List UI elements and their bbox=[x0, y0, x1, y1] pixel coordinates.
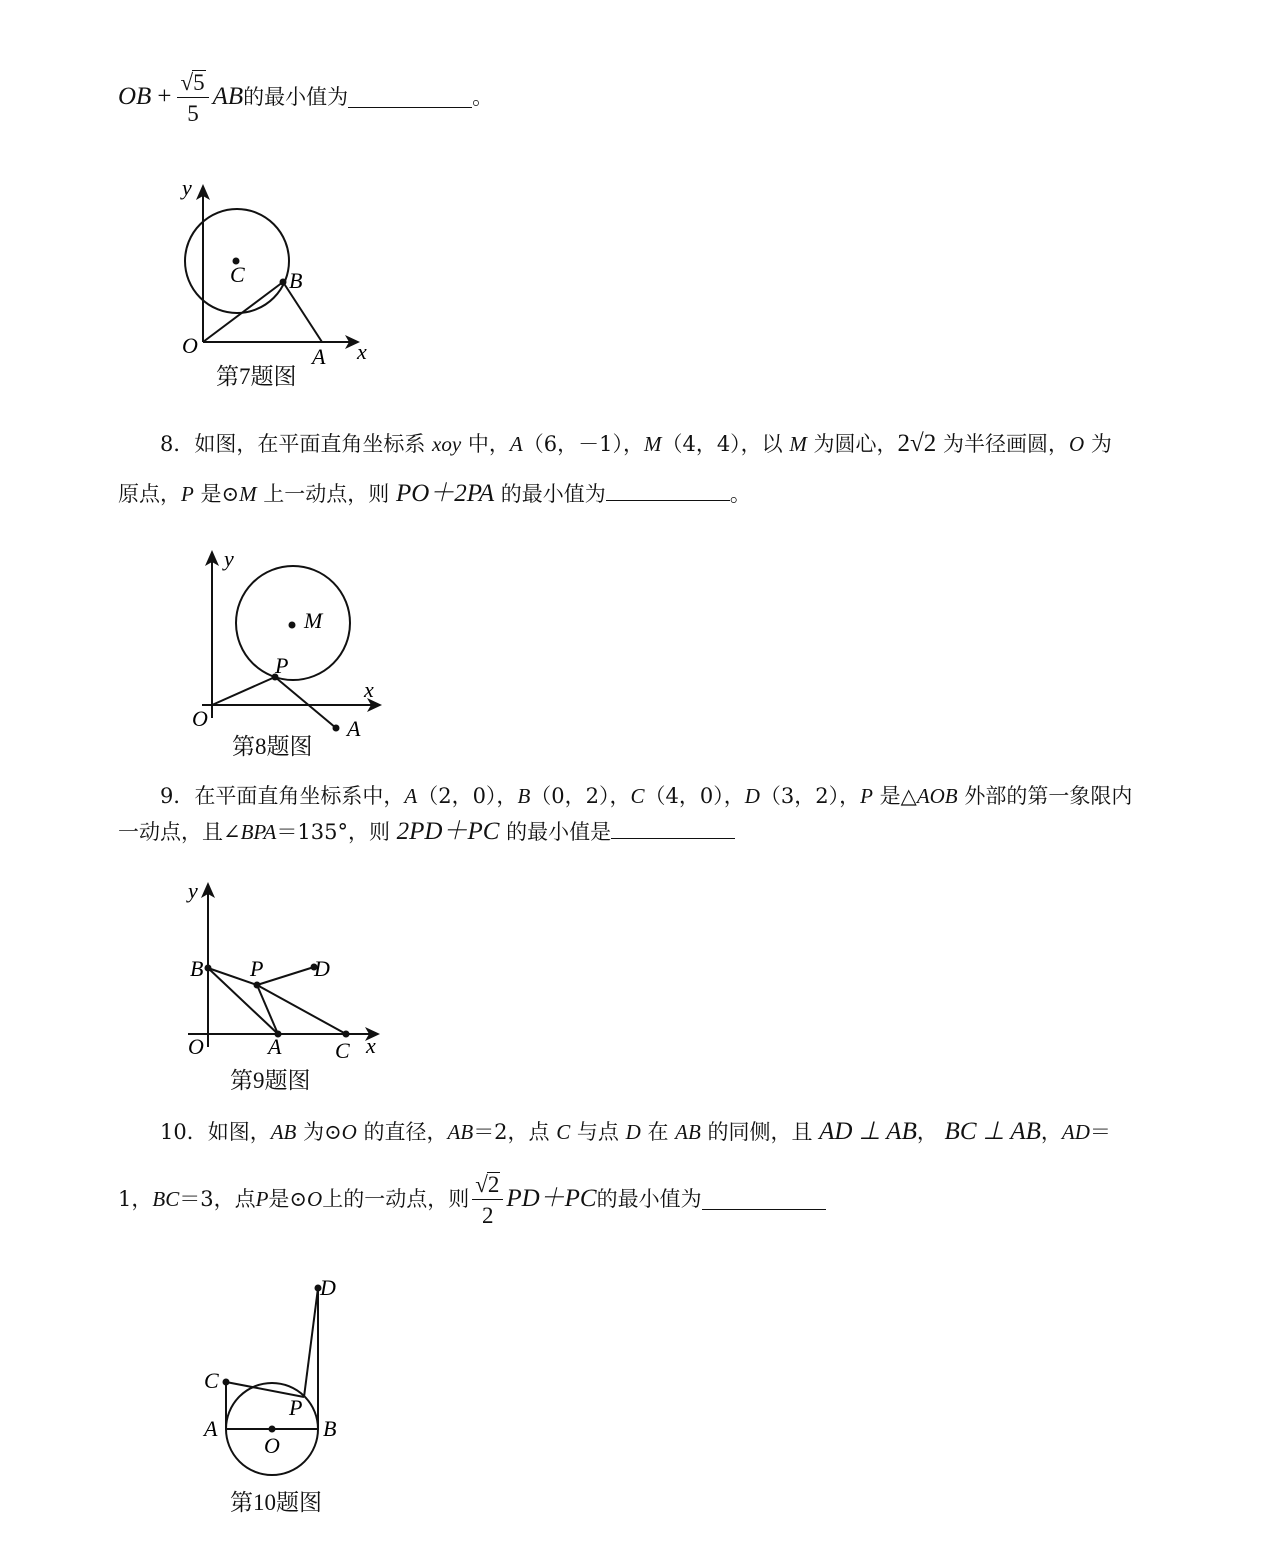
q8-caption: 第8题图 bbox=[232, 734, 313, 759]
q10-frac-num: 2 bbox=[487, 1171, 500, 1197]
q10-text: ＝2，点 bbox=[473, 1120, 557, 1144]
q10-label-b: B bbox=[323, 1416, 337, 1441]
q8-text: 为圆心， bbox=[806, 432, 898, 456]
q10-text: 是⊙ bbox=[268, 1187, 308, 1211]
q9-var-a: A bbox=[404, 784, 418, 808]
q10-label-o: O bbox=[264, 1433, 280, 1458]
q10-var-ab: AB bbox=[270, 1120, 297, 1144]
q10-var-o: O bbox=[307, 1187, 323, 1211]
q10-line-2 bbox=[118, 1166, 826, 1232]
q10-text: ， bbox=[1040, 1120, 1062, 1144]
q9-text: （0，2）， bbox=[530, 784, 631, 808]
q10-var-ab: AB bbox=[447, 1120, 474, 1144]
q8-var-a: A bbox=[509, 432, 523, 456]
q10-perp-expr-1: AD ⊥ AB bbox=[819, 1118, 917, 1145]
q7-frac-den: 5 bbox=[187, 100, 199, 126]
q10-var-p: P bbox=[255, 1187, 269, 1211]
q7-frac-num: 5 bbox=[193, 69, 205, 95]
q8-var-o: O bbox=[1068, 432, 1085, 456]
q9-text: 9．在平面直角坐标系中， bbox=[160, 784, 405, 808]
q8-segment-pa bbox=[275, 677, 336, 728]
q10-point-c bbox=[223, 1379, 230, 1386]
q9-var-bpa: BPA bbox=[240, 820, 277, 844]
q7-label-x: x bbox=[357, 339, 367, 364]
q7-tail-line bbox=[118, 64, 493, 130]
q10-text: ＝ bbox=[1089, 1120, 1111, 1144]
q9-label-d: D bbox=[314, 956, 330, 981]
q10-answer-blank[interactable] bbox=[702, 1189, 826, 1210]
q7-tail-text: 的最小值为 bbox=[243, 85, 349, 109]
q9-text: （3，2）， bbox=[759, 784, 861, 808]
q7-label-b: B bbox=[289, 268, 303, 293]
q8-var-m: M bbox=[239, 482, 257, 506]
q8-var-m: M bbox=[643, 432, 662, 456]
q10-perp-expr-2: BC ⊥ AB bbox=[944, 1118, 1041, 1145]
q10-label-a: A bbox=[204, 1416, 218, 1441]
q9-text: 是△ bbox=[872, 784, 917, 808]
q10-fraction: $\frac{√2}{2}$ bbox=[472, 1172, 503, 1227]
q10-var-d: D bbox=[625, 1120, 641, 1144]
q7-fraction: $\frac{√5}{5}$ bbox=[177, 70, 208, 125]
q10-caption: 第10题图 bbox=[230, 1490, 322, 1515]
q7-answer-blank[interactable] bbox=[348, 87, 472, 108]
q8-text: 8．如图，在平面直角坐标系 bbox=[160, 432, 433, 456]
q10-target-expr: PD＋PC bbox=[506, 1185, 597, 1212]
q8-segment-op bbox=[212, 677, 275, 705]
q8-answer-blank[interactable] bbox=[606, 480, 730, 501]
q8-text: 上一动点，则 bbox=[256, 482, 396, 506]
q10-var-ab: AB bbox=[675, 1120, 701, 1144]
q7-label-c: C bbox=[230, 262, 245, 287]
q9-label-y: y bbox=[188, 878, 198, 903]
q8-label-x: x bbox=[364, 677, 374, 702]
q8-text: （4，4），以 bbox=[661, 432, 790, 456]
q9-label-o: O bbox=[188, 1034, 204, 1059]
q8-label-a: A bbox=[347, 716, 361, 741]
q9-text: 一动点，且∠ bbox=[118, 820, 241, 844]
q8-figure bbox=[180, 540, 400, 750]
q9-label-c: C bbox=[335, 1038, 350, 1063]
q8-var-m: M bbox=[789, 432, 807, 456]
q8-text: 的最小值为 bbox=[494, 482, 606, 506]
q10-text: 1， bbox=[118, 1187, 153, 1211]
q8-text: （6，－1）， bbox=[522, 432, 644, 456]
q10-text: 在 bbox=[640, 1120, 676, 1144]
q10-label-c: C bbox=[204, 1368, 219, 1393]
q8-label-o: O bbox=[192, 706, 208, 731]
q8-text: 是⊙ bbox=[193, 482, 240, 506]
q7-figure bbox=[170, 170, 390, 390]
q10-var-o: O bbox=[341, 1120, 357, 1144]
q7-label-y: y bbox=[182, 175, 192, 200]
q7-caption: 第7题图 bbox=[216, 364, 297, 389]
q10-text: 与点 bbox=[570, 1120, 626, 1144]
q10-text: 10．如图， bbox=[160, 1120, 271, 1144]
q8-label-m: M bbox=[304, 608, 323, 633]
q7-segment-ob bbox=[203, 282, 283, 342]
q9-figure bbox=[180, 872, 400, 1072]
q8-label-y: y bbox=[224, 546, 234, 571]
q8-target-expr: PO＋2PA bbox=[395, 480, 495, 507]
q9-text: 外部的第一象限内 bbox=[957, 784, 1133, 808]
q8-text: 为 bbox=[1084, 432, 1112, 456]
q8-line-1 bbox=[160, 430, 1112, 458]
q8-point-m bbox=[289, 622, 296, 629]
q9-point-c bbox=[343, 1031, 350, 1038]
q8-text: 中， bbox=[461, 432, 510, 456]
q10-frac-den: 2 bbox=[482, 1202, 494, 1228]
q9-label-p: P bbox=[250, 956, 264, 981]
q10-label-p: P bbox=[289, 1395, 303, 1420]
q9-point-b bbox=[205, 965, 212, 972]
q9-label-x: x bbox=[366, 1033, 376, 1058]
q10-figure bbox=[190, 1265, 360, 1495]
q10-var-bc: BC bbox=[152, 1187, 180, 1211]
q9-text: （4，0）， bbox=[644, 784, 745, 808]
q10-label-d: D bbox=[320, 1275, 336, 1300]
q8-radius-expr: 2√2 bbox=[897, 430, 937, 457]
q9-point-p bbox=[254, 982, 261, 989]
q9-label-b: B bbox=[190, 956, 204, 981]
q10-text: 为⊙ bbox=[296, 1120, 342, 1144]
q9-target-expr: 2PD＋PC bbox=[396, 818, 500, 845]
q7-label-a: A bbox=[312, 344, 326, 369]
q8-label-p: P bbox=[275, 653, 289, 678]
q9-line-1 bbox=[160, 782, 1132, 810]
q8-point-a bbox=[333, 725, 340, 732]
q9-text: 的最小值是 bbox=[499, 820, 612, 844]
q10-segment-pd bbox=[304, 1288, 318, 1397]
q8-text: 为半径画圆， bbox=[936, 432, 1069, 456]
q9-caption: 第9题图 bbox=[230, 1068, 311, 1093]
q9-segment-pa bbox=[257, 985, 278, 1034]
q10-text: ， bbox=[916, 1120, 945, 1144]
q9-var-b: B bbox=[517, 784, 531, 808]
q10-text: 的同侧，且 bbox=[700, 1120, 820, 1144]
q7-point-b bbox=[280, 279, 287, 286]
q9-segment-ba bbox=[208, 968, 278, 1034]
q7-plus: + bbox=[157, 83, 172, 110]
q8-text: 原点， bbox=[118, 482, 181, 506]
q10-line-1 bbox=[160, 1118, 1111, 1146]
q9-var-aob: AOB bbox=[916, 784, 958, 808]
q9-line-2 bbox=[118, 818, 735, 846]
q8-var-p: P bbox=[181, 482, 194, 506]
q7-label-o: O bbox=[182, 333, 198, 358]
q10-var-ad: AD bbox=[1061, 1120, 1090, 1144]
q9-label-a: A bbox=[268, 1034, 282, 1059]
q7-term-ob: OB bbox=[118, 83, 152, 110]
q10-text: 的最小值为 bbox=[596, 1187, 702, 1211]
q8-line-2 bbox=[118, 480, 751, 508]
q9-var-d: D bbox=[744, 784, 760, 808]
q10-text: ＝3，点 bbox=[179, 1187, 256, 1211]
q10-point-o bbox=[269, 1426, 276, 1433]
q9-answer-blank[interactable] bbox=[611, 818, 735, 839]
q8-var-xoy: xoy bbox=[432, 432, 462, 456]
q10-var-c: C bbox=[556, 1120, 571, 1144]
q7-term-ab: AB bbox=[212, 83, 244, 110]
q9-segment-pd bbox=[257, 967, 314, 985]
q9-text: （2，0）， bbox=[417, 784, 518, 808]
q8-end: 。 bbox=[729, 482, 751, 506]
q9-var-p: P bbox=[860, 784, 873, 808]
q10-text: 的直径， bbox=[356, 1120, 448, 1144]
q9-var-c: C bbox=[630, 784, 645, 808]
q10-text: 上的一动点，则 bbox=[322, 1187, 470, 1211]
q7-end: 。 bbox=[472, 85, 494, 109]
q9-text: ＝135°，则 bbox=[276, 820, 397, 844]
